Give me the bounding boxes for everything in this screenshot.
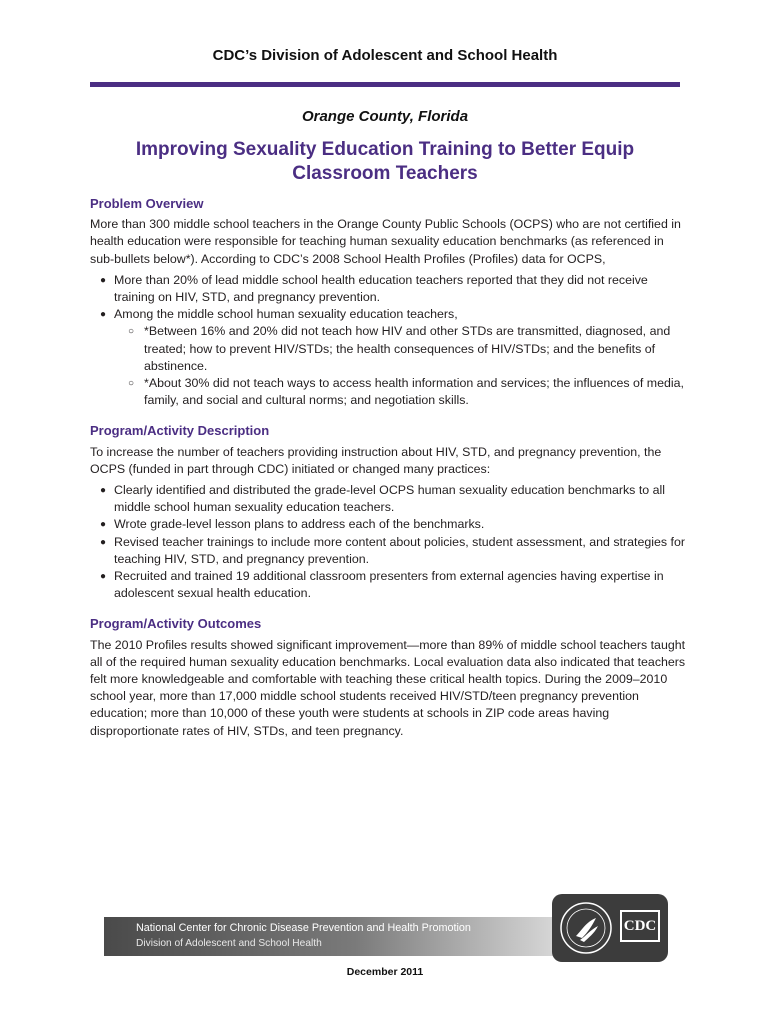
- list-item-text: Wrote grade-level lesson plans to address each of the benchmarks.: [114, 517, 485, 532]
- program-bullet-list: [90, 482, 690, 602]
- program-outcomes-paragraph: The 2010 Profiles results showed significant improvement—more than 89% of middle school teachers taught all of the required human sexuality education benchmarks. Local evaluation data also indicated that teachers felt more knowledgeable and comfortable with teaching these critical health topics. During the 2009–2010 school year, more than 17,000 middle school students received HIV/STD/teen pregnancy prevention education; more than 10,000 of these youth were students at schools in ZIP code areas having disproportionate rates of HIV, STDs, and teen pregnancy.: [90, 637, 686, 738]
- footer-center-name: National Center for Chronic Disease Prevention and Health Promotion: [136, 922, 471, 934]
- bullet-icon: ●: [100, 519, 107, 531]
- program-outcomes-section: [90, 615, 690, 739]
- list-item: [90, 568, 690, 602]
- list-item: [90, 534, 690, 568]
- list-item-text: Recruited and trained 19 additional classroom presenters from external agencies having expertise in adolescent sexual health education.: [114, 569, 664, 601]
- bullet-icon: ●: [100, 571, 107, 583]
- list-item-text: Revised teacher trainings to include more content about policies, student assessment, and strategies for teaching HIV, STD, and pregnancy prevention.: [114, 534, 685, 566]
- hollow-bullet-icon: ○: [128, 326, 135, 338]
- list-item-text: More than 20% of lead middle school health education teachers reported that they did not receive training on HIV, STD, and pregnancy prevention.: [114, 272, 648, 305]
- program-description-paragraph: To increase the number of teachers providing instruction about HIV, STD, and pregnancy prevention, the OCPS (funded in part through CDC) initiated or changed many practices:: [90, 444, 662, 476]
- document-body: [90, 195, 690, 744]
- header-title: CDC’s Division of Adolescent and School Health: [212, 47, 558, 64]
- hollow-bullet-icon: ○: [128, 378, 135, 390]
- header-divider: [90, 82, 680, 87]
- cdc-logo: CDC: [620, 910, 660, 942]
- program-description-section: [90, 422, 690, 602]
- bullet-icon: ●: [100, 485, 107, 497]
- list-item: [90, 482, 690, 516]
- bullet-icon: ●: [100, 309, 107, 321]
- hhs-seal-icon: [558, 900, 614, 956]
- footer-division-name: Division of Adolescent and School Health: [136, 938, 322, 949]
- sub-list-item: [90, 375, 690, 409]
- sub-list-item-text: *About 30% did not teach ways to access health information and services; the influences of media, family, and social and cultural norms; and negotiation skills.: [144, 376, 684, 408]
- program-description-heading: Program/Activity Description: [90, 423, 270, 439]
- problem-bullet-list: [90, 272, 690, 410]
- problem-overview-section: [90, 195, 690, 409]
- footer-banner: [104, 917, 560, 956]
- program-outcomes-heading: Program/Activity Outcomes: [90, 616, 262, 632]
- publication-date: December 2011: [346, 966, 424, 978]
- bullet-icon: ●: [100, 274, 107, 286]
- sub-list-item: [90, 323, 690, 375]
- problem-overview-paragraph: More than 300 middle school teachers in the Orange County Public Schools (OCPS) who are not certified in health education were responsible for teaching human sexuality education benchmarks (as referenced in sub-bullets below*). According to CDC’s 2008 School Health Profiles (Profiles) data for OCPS,: [90, 217, 681, 266]
- sub-list-item-text: *Between 16% and 20% did not teach how HIV and other STDs are transmitted, diagnosed, and treated; how to prevent HIV/STDs; the health consequences of HIV/STDs; and the benefits of abstinence.: [144, 324, 671, 373]
- list-item-text: Among the middle school human sexuality education teachers,: [114, 307, 458, 322]
- location-title: Orange County, Florida: [301, 108, 469, 125]
- page-title: Improving Sexuality Education Training to Better Equip Classroom Teachers: [135, 139, 635, 184]
- bullet-icon: ●: [100, 536, 107, 548]
- list-item: [90, 516, 690, 533]
- footer-logo-badge: [552, 894, 668, 962]
- problem-sub-bullet-list: [114, 323, 690, 409]
- list-item: [90, 272, 690, 306]
- problem-overview-heading: Problem Overview: [90, 196, 204, 211]
- list-item: [90, 306, 690, 409]
- list-item-text: Clearly identified and distributed the grade-level OCPS human sexuality education benchmarks to all middle school human sexuality education teachers.: [114, 483, 665, 515]
